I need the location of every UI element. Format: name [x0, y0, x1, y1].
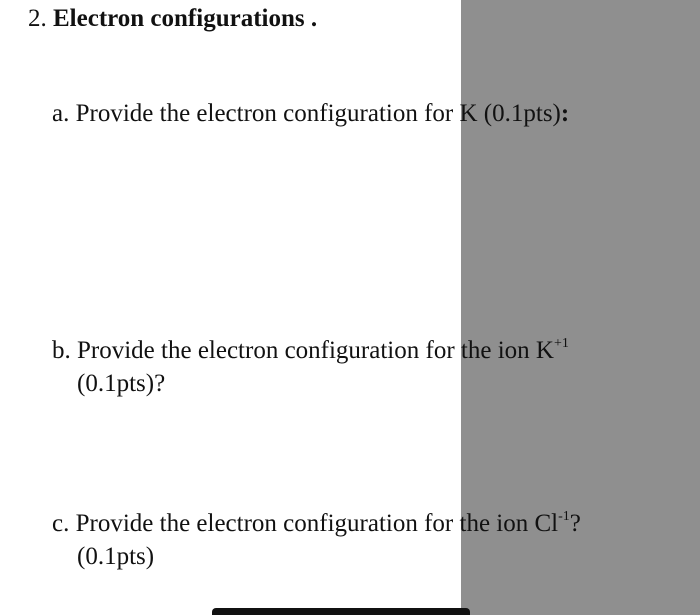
- question-c-mark: ?: [569, 510, 581, 537]
- question-b-charge: +1: [553, 336, 569, 351]
- question-a-colon: :: [560, 100, 570, 127]
- question-a-text: a. Provide the electron configuration for K (0.1pts): [52, 100, 561, 127]
- question-b: [52, 336, 569, 370]
- section-title: Electron configurations .: [53, 5, 318, 32]
- section-heading: [28, 4, 317, 34]
- question-c: [52, 509, 581, 543]
- question-a: [52, 99, 569, 129]
- question-b-text: b. Provide the electron configuration for the ion K: [52, 337, 554, 364]
- question-b-points: (0.1pts)?: [77, 370, 166, 397]
- question-c-charge: -1: [558, 509, 570, 524]
- question-c-text: c. Provide the electron configuration for the ion Cl: [52, 510, 559, 537]
- question-c-points: (0.1pts): [77, 543, 155, 570]
- home-indicator-bar[interactable]: [212, 608, 470, 615]
- section-number: 2.: [28, 5, 47, 32]
